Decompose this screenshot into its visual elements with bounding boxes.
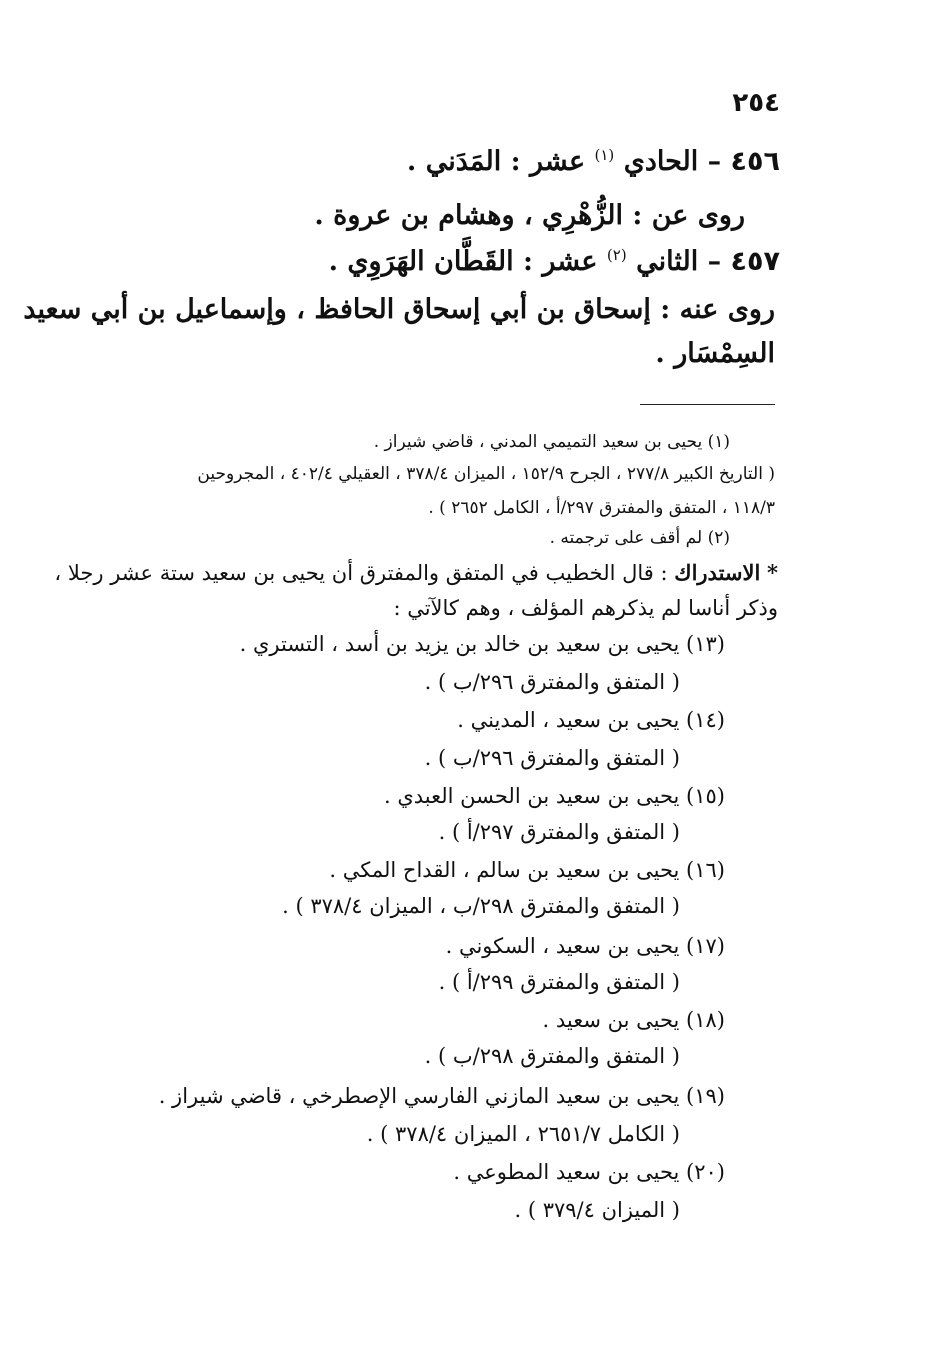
list-item-name: (١٨) يحيى بن سعيد . [542,1008,725,1032]
entry-text: عشر : المَدَني . [406,146,586,177]
list-item-source: ( المتفق والمفترق ٢٩٧/أ ) . [438,820,680,844]
list-item-source: ( الكامل ٢٦٥١/٧ ، الميزان ٣٧٨/٤ ) . [366,1122,680,1146]
entry-dash: – [707,246,722,277]
list-item-source: ( المتفق والمفترق ٢٩٨/ب ، الميزان ٣٧٨/٤ ) . [282,894,680,918]
entry-dash: – [707,146,722,177]
footnote-ref: (١) [594,146,615,164]
list-item-name: (١٧) يحيى بن سعيد ، السكوني . [445,934,725,958]
entry-text: عشر : القَطَّان الهَرَوِي . [328,246,598,277]
istidrak-text: : قال الخطيب في المتفق والمفترق أن يحيى بن سعيد ستة عشر رجلا ، [54,561,668,585]
footnote-1-line: (١) يحيى بن سعيد التميمي المدني ، قاضي شيراز . [373,432,730,452]
entry-456 [407,146,780,177]
istidrak-line: وذكر أناسا لم يذكرهم المؤلف ، وهم كالآتي : [393,596,778,620]
list-item-source: ( المتفق والمفترق ٢٩٦/ب ) . [424,670,680,694]
istidrak-keyword: الاستدراك [674,560,761,585]
list-item-source: ( المتفق والمفترق ٢٩٦/ب ) . [424,746,680,770]
footnote-1-line: ( التاريخ الكبير ٢٧٧/٨ ، الجرح ١٥٢/٩ ، الميزان ٣٧٨/٤ ، العقيلي ٤٠٢/٤ ، المجروحين [197,464,775,484]
list-item-name: (٢٠) يحيى بن سعيد المطوعي . [453,1160,725,1184]
page-number: ٢٥٤ [732,88,780,118]
entry-ordinal: الثاني [636,246,699,277]
footnote-1-line: ١١٨/٣ ، المتفق والمفترق ٢٩٧/أ ، الكامل ٢٦٥٢ ) . [428,498,775,518]
list-item-name: (١٦) يحيى بن سعيد بن سالم ، القداح المكي . [329,858,725,882]
entry-457 [329,246,780,277]
list-item-name: (١٩) يحيى بن سعيد المازني الفارسي الإصطرخي ، قاضي شيراز . [158,1084,725,1108]
list-item-source: ( المتفق والمفترق ٢٩٨/ب ) . [424,1044,680,1068]
list-item-source: ( الميزان ٣٧٩/٤ ) . [514,1198,680,1222]
entry-number: ٤٥٧ [730,246,780,277]
footnote-separator [640,404,775,405]
entry-number: ٤٥٦ [730,146,780,177]
list-item-name: (١٣) يحيى بن سعيد بن خالد بن يزيد بن أسد ، التستري . [239,632,725,656]
narration-line: روى عنه : إسحاق بن أبي إسحاق الحافظ ، وإسماعيل بن أبي سعيد [23,294,775,325]
asterisk-marker: * [767,560,778,585]
narration-line: روى عن : الزُّهْرِي ، وهشام بن عروة . [314,200,745,231]
narration-line: السِمْسَار . [655,338,775,369]
footnote-ref: (٢) [606,246,627,264]
list-item-source: ( المتفق والمفترق ٢٩٩/أ ) . [438,970,680,994]
entry-ordinal: الحادي [623,146,699,177]
list-item-name: (١٥) يحيى بن سعيد بن الحسن العبدي . [383,784,725,808]
istidrak-line [54,560,778,585]
footnote-2: (٢) لم أقف على ترجمته . [549,528,730,548]
list-item-name: (١٤) يحيى بن سعيد ، المديني . [457,708,725,732]
